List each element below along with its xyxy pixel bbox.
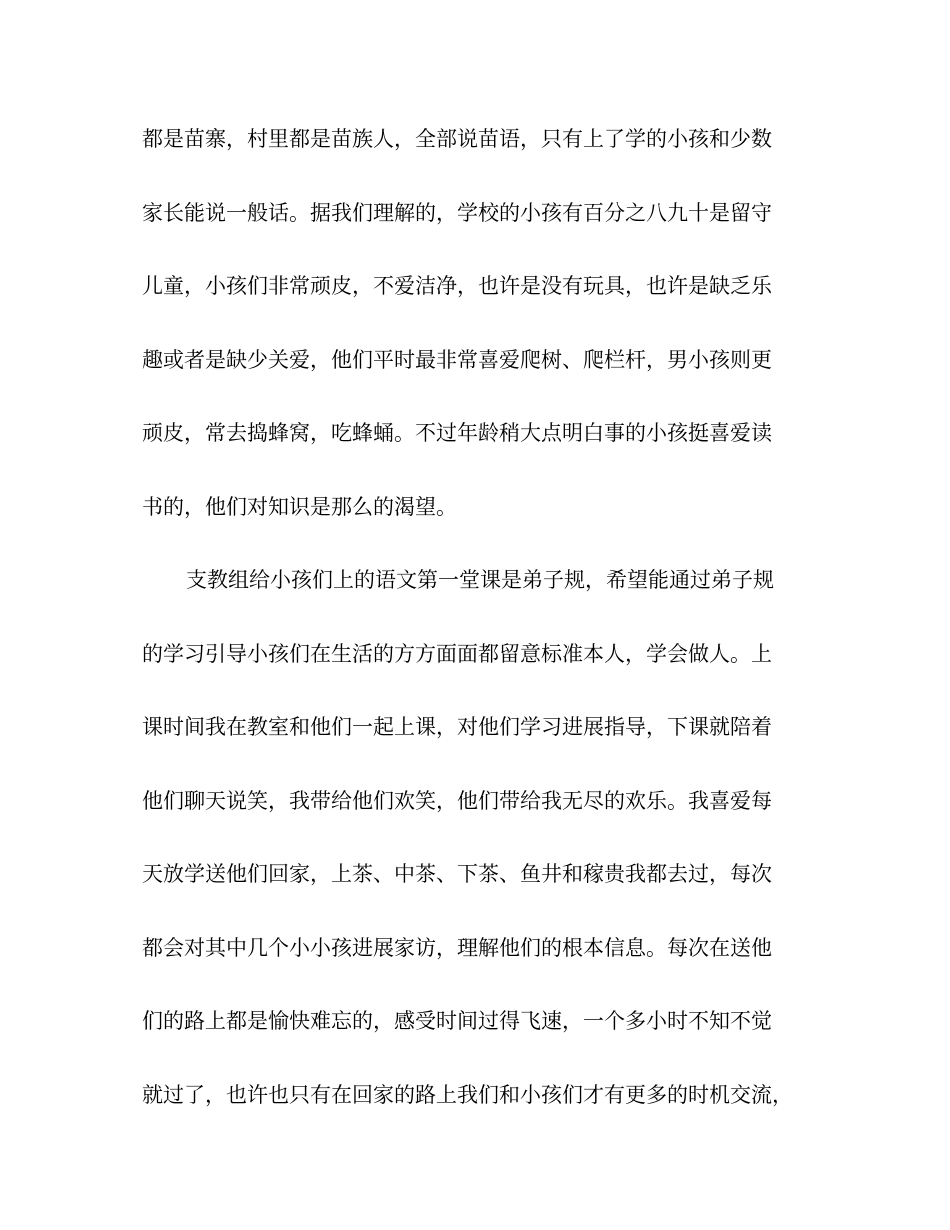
paragraph-line: 课时间我在教室和他们一起上课，对他们学习进展指导，下课就陪着 (142, 715, 772, 739)
paragraph-line: 都是苗寨，村里都是苗族人，全部说苗语，只有上了学的小孩和少数 (142, 127, 772, 151)
paragraph-line: 儿童，小孩们非常顽皮，不爱洁净，也许是没有玩具，也许是缺乏乐 (142, 274, 772, 298)
paragraph-line: 趣或者是缺少关爱，他们平时最非常喜爱爬树、爬栏杆，男小孩则更 (142, 347, 772, 372)
paragraph-line: 他们聊天说笑，我带给他们欢笑，他们带给我无尽的欢乐。我喜爱每 (142, 788, 772, 813)
paragraph-line: 们的路上都是愉快难忘的，感受时间过得飞速，一个多小时不知不觉 (142, 1009, 772, 1033)
paragraph-line: 就过了，也许也只有在回家的路上我们和小孩们才有更多的时机交流， (142, 1082, 793, 1107)
paragraph-line: 书的，他们对知识是那么的渴望。 (142, 494, 457, 519)
paragraph-line: 家长能说一般话。据我们理解的，学校的小孩有百分之八九十是留守 (142, 200, 772, 225)
paragraph-line: 都会对其中几个小小孩进展家访，理解他们的根本信息。每次在送他 (142, 935, 772, 960)
paragraph-line: 支教组给小孩们上的语文第一堂课是弟子规，希望能通过弟子规 (186, 568, 774, 592)
paragraph-line: 顽皮，常去捣蜂窝，吃蜂蛹。不过年龄稍大点明白事的小孩挺喜爱读 (142, 421, 772, 445)
document-body (142, 121, 802, 1150)
paragraph-line: 的学习引导小孩们在生活的方方面面都留意标准本人，学会做人。上 (142, 641, 772, 666)
paragraph-line: 天放学送他们回家，上茶、中茶、下茶、鱼井和稼贵我都去过，每次 (142, 862, 772, 886)
